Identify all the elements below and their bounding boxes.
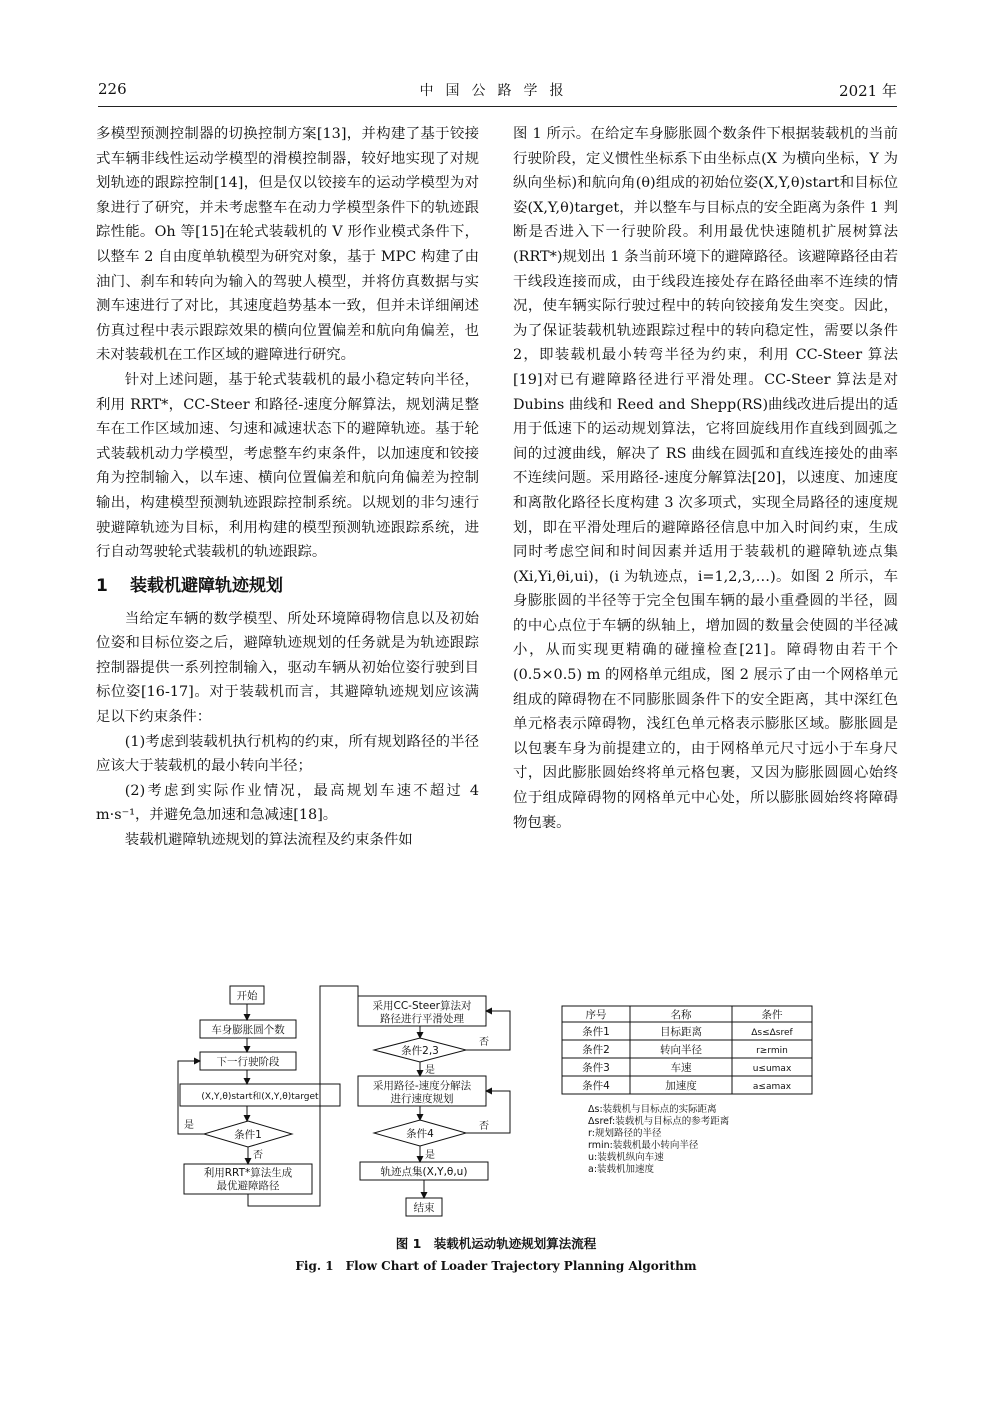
pathspeed-label: 采用路径-速度分解法 (372, 1080, 472, 1092)
table-cell: Δs≤Δsref (751, 1028, 793, 1038)
paragraph: 针对上述问题，基于轮式装载机的最小稳定转向半径，利用 RRT*，CC-Steer 和路径-速度分解算法，规划满足整车在工作区域加速、匀速和减速状态下的避障轨迹。基于轮式装载机动力学模型，考虑整车约束条件，以加速度和铰接角为控制输入，以车速、横向位置偏差和航向角偏差为控制输出，构建模型预测轨迹跟踪控制系统。以规划的非匀速行驶避障轨迹为目标，利用构建的模型预测轨迹跟踪系统，进行自动驾驶轮式装载机的轨迹跟踪。 (96, 371, 479, 561)
figure-1-flowchart (170, 978, 830, 1226)
table-header: 条件 (761, 1009, 783, 1021)
section-heading (96, 573, 479, 599)
yes-label: 是 (184, 1120, 194, 1131)
table-cell: 目标距离 (660, 1026, 702, 1038)
legend-line: Δs:装载机与目标点的实际距离 (588, 1104, 717, 1115)
left-column (96, 122, 479, 853)
pathspeed-label-2: 进行速度规划 (390, 1093, 454, 1105)
table-cell: 条件3 (582, 1062, 610, 1074)
legend-line: u:装载机纵向车速 (588, 1152, 664, 1163)
table-cell: 车速 (670, 1062, 692, 1074)
no-label: 否 (479, 1121, 489, 1132)
ccsteer-label: 采用CC-Steer算法对 (372, 1000, 472, 1012)
legend-line: a:装载机加速度 (588, 1164, 655, 1175)
table-cell: 条件1 (582, 1026, 610, 1038)
next-stage-label: 下一行驶阶段 (216, 1056, 280, 1068)
cond1-label: 条件1 (234, 1129, 262, 1141)
page-number: 226 (98, 80, 127, 98)
paragraph: 多模型预测控制器的切换控制方案[13]，并构建了基于铰接式车辆非线性运动学模型的滑模控制器，较好地实现了对规划轨迹的跟踪控制[14]，但是仅以铰接车的运动学模型为对象进行了研究，并未考虑整车在动力学模型条件下的轨迹跟踪性能。Oh 等[15]在轮式装载机的 V 形作业模式条件下，以整车 2 自由度单轨模型为研究对象，基于 MPC 构建了由油门、刹车和转向为输入的驾驶人模型，并将仿真数据与实测车速进行了对比，其速度趋势基本一致，但并未详细阐述仿真过程中表示跟踪效果的横向位置偏差和航向角偏差，也未对装载机在工作区域的避障进行研究。 (96, 126, 479, 364)
no-label: 否 (479, 1037, 489, 1048)
table-cell: 转向半径 (660, 1044, 702, 1056)
section-title: 装载机避障轨迹规划 (130, 575, 283, 596)
legend-line: r:规划路径的半径 (588, 1128, 662, 1139)
journal-title: 中国公路学报 (419, 83, 576, 99)
points-label: 轨迹点集(X,Y,θ,u) (380, 1166, 468, 1178)
table-cell: 加速度 (665, 1080, 697, 1092)
yes-label: 是 (425, 1150, 435, 1161)
figure-caption-cn: 图 1 装载机运动轨迹规划算法流程 (395, 1236, 597, 1251)
start-label: 开始 (236, 990, 258, 1002)
rrt-label: 利用RRT*算法生成 (203, 1167, 293, 1179)
rrt-label-2: 最优避障路径 (216, 1180, 280, 1192)
end-label: 结束 (413, 1202, 435, 1214)
ccsteer-label-2: 路径进行平滑处理 (380, 1013, 464, 1025)
cond4-label: 条件4 (406, 1128, 434, 1140)
table-cell: 条件2 (582, 1044, 610, 1056)
table-header: 序号 (585, 1009, 607, 1021)
running-header (98, 80, 897, 102)
table-header: 名称 (670, 1009, 692, 1021)
table-cell: u≤umax (752, 1064, 792, 1074)
circle-count-label: 车身膨胀圆个数 (211, 1024, 285, 1036)
section-number: 1 (96, 575, 108, 596)
paragraph: 当给定车辆的数学模型、所处环境障碍物信息以及初始位姿和目标位姿之后，避障轨迹规划的任务就是为轨迹跟踪控制器提供一系列控制输入，驱动车辆从初始位姿行驶到目标位姿[16-17]。对于装载机而言，其避障轨迹规划应该满足以下约束条件： (96, 610, 479, 726)
paragraph: (1)考虑到装载机执行机构的约束，所有规划路径的半径应该大于装载机的最小转向半径； (96, 733, 479, 775)
paragraph: 装载机避障轨迹规划的算法流程及约束条件如 (124, 832, 413, 849)
figure-caption-en: Fig. 1 Flow Chart of Loader Trajectory Planning Algorithm (295, 1259, 697, 1273)
paragraph: (2)考虑到实际作业情况，最高规划车速不超过 4 m·s⁻¹，并避免急加速和急减速[18]。 (96, 782, 479, 824)
legend-line: rmin:装载机最小转向半径 (588, 1140, 699, 1151)
table-cell: a≤amax (752, 1082, 792, 1092)
cond23-label: 条件2,3 (401, 1045, 439, 1057)
legend-line: Δsref:装载机与目标点的参考距离 (588, 1116, 730, 1127)
paragraph: 图 1 所示。在给定车身膨胀圆个数条件下根据装载机的当前行驶阶段，定义惯性坐标系下由坐标点(X 为横向坐标，Y 为纵向坐标)和航向角(θ)组成的初始位姿(X,Y,θ)start和目标位姿(X,Y,θ)target，并以整车与目标点的安全距离为条件 1 判断是否进入下一行驶阶段。利用最优快速随机扩展树算法(RRT*)规划出 1 条当前环境下的避障路径。该避障路径由若干线段连接而成，由于线段连接处存在路径曲率不连续的情况，使车辆实际行驶过程中的转向铰接角发生突变。因此，为了保证装载机轨迹跟踪过程中的转向稳定性，需要以条件 2，即装载机最小转弯半径为约束，利用 CC-Steer 算法[19]对已有避障路径进行平滑处理。CC-Steer 算法是对 Dubins 曲线和 Reed and Shepp(RS)曲线改进后提出的适用于低速下的运动规划算法，它将回旋线用作直线到圆弧之间的过渡曲线，解决了 RS 曲线在圆弧和直线连接处的曲率不连续问题。采用路径-速度分解算法[20]，以速度、加速度和离散化路径长度构建 3 次多项式，实现全局路径的速度规划，即在平滑处理后的避障路径信息中加入时间约束，生成同时考虑空间和时间因素并适用于装载机的避障轨迹点集(Xi,Yi,θi,ui)，(i 为轨迹点，i=1,2,3,…)。如图 2 所示，车身膨胀圆的半径等于完全包围车辆的最小重叠圆的半径，圆的中心点位于车辆的纵轴上，增加圆的数量会使圆的半径减小，从而实现更精确的碰撞检查[21]。障碍物由若干个(0.5×0.5) m 的网格单元组成，图 2 展示了由一个网格单元组成的障碍物在不同膨胀圆条件下的安全距离，其中深红色单元格表示障碍物，浅红色单元格表示膨胀区域。膨胀圆是以包裹车身为前提建立的，由于网格单元尺寸远小于车身尺寸，因此膨胀圆始终将单元格包裹，又因为膨胀圆圆心始终位于组成障碍物的网格单元中心处，所以膨胀圆始终将障碍物包裹。 (513, 126, 898, 831)
yes-label: 是 (425, 1065, 435, 1076)
right-column (513, 122, 898, 835)
table-cell: r≥rmin (756, 1046, 788, 1056)
pose-label: (X,Y,θ)start和(X,Y,θ)target (201, 1092, 319, 1102)
no-label: 否 (253, 1150, 263, 1161)
year: 2021 年 (839, 82, 897, 100)
header-rule (98, 106, 897, 107)
table-cell: 条件4 (582, 1080, 610, 1092)
